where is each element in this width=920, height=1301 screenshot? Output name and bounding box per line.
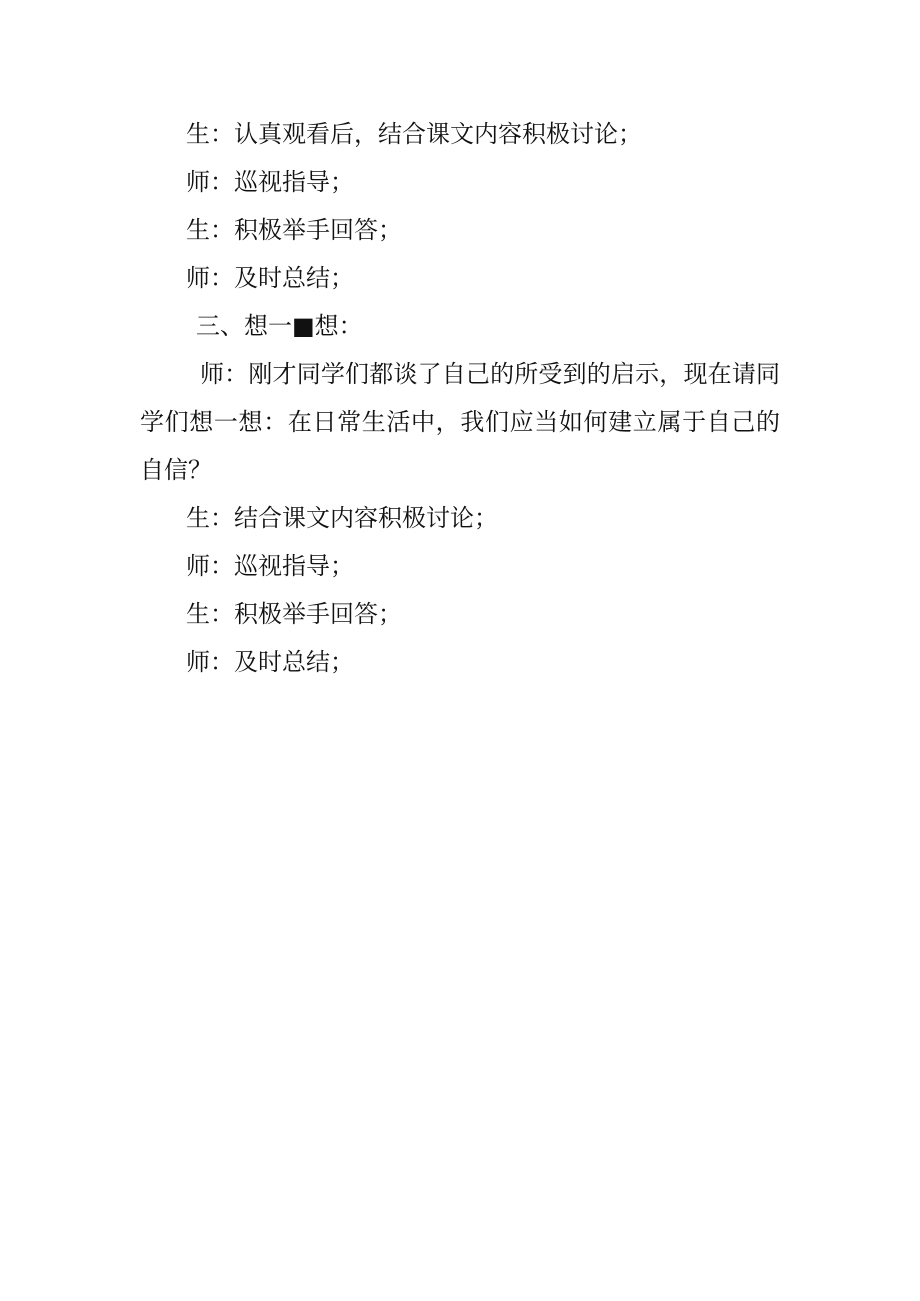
document-body xyxy=(140,110,780,686)
dialogue-line: 生：认真观看后，结合课文内容积极讨论； xyxy=(186,120,642,148)
section-heading: 三、想一■想： xyxy=(196,312,363,340)
dialogue-line: 生：积极举手回答； xyxy=(186,216,402,244)
dialogue-line: 师：及时总结； xyxy=(186,648,354,676)
teacher-question-paragraph: 师：刚才同学们都谈了自己的所受到的启示，现在请同学们想一想：在日常生活中，我们应当如何建立属于自己的自信？ xyxy=(140,360,780,484)
dialogue-line: 生：结合课文内容积极讨论； xyxy=(186,504,498,532)
dialogue-line: 师：及时总结； xyxy=(186,264,354,292)
dialogue-line: 师：巡视指导； xyxy=(186,168,354,196)
dialogue-line: 师：巡视指导； xyxy=(186,552,354,580)
dialogue-line: 生：积极举手回答； xyxy=(186,600,402,628)
